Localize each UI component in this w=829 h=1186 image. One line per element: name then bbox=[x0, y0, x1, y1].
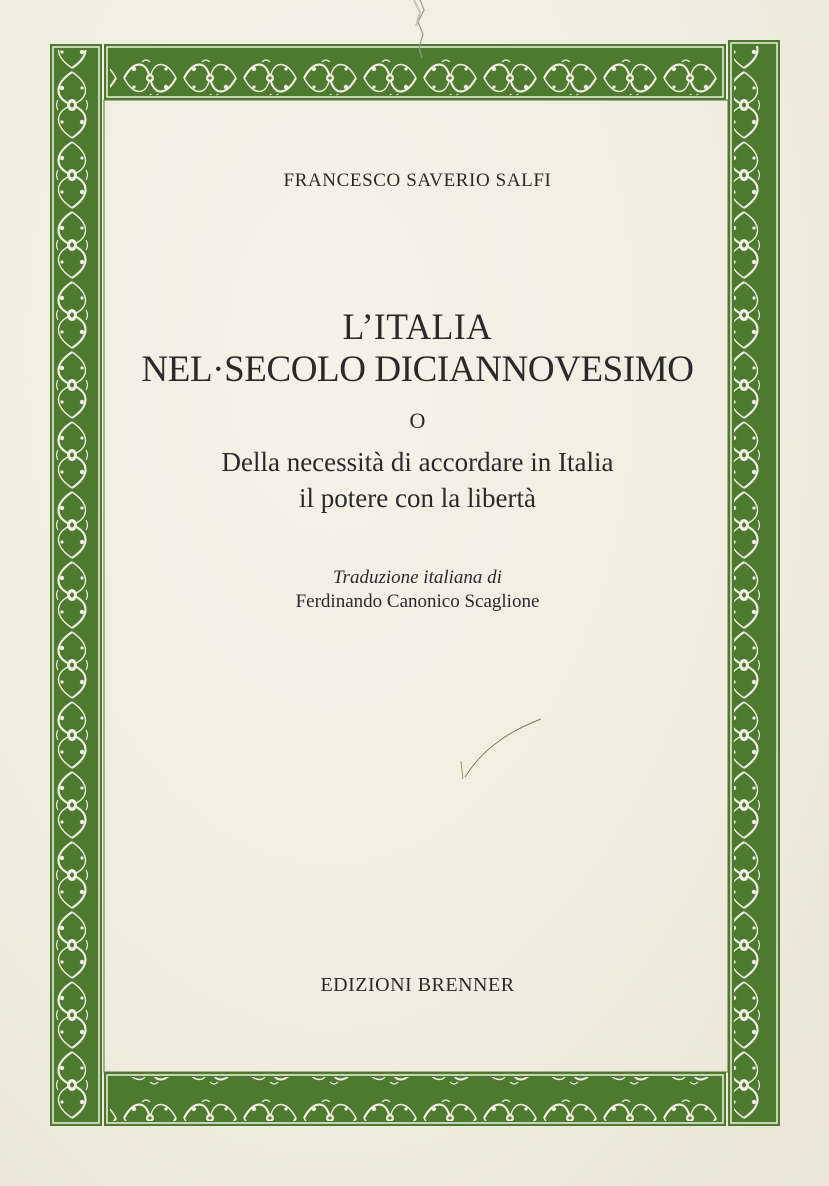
subtitle-line-2: il potere con la libertà bbox=[299, 483, 536, 513]
title-line-1: L’ITALIA bbox=[342, 307, 493, 348]
pencil-mark bbox=[455, 715, 550, 785]
translator-name: Ferdinando Canonico Scaglione bbox=[295, 591, 540, 612]
paper-crease bbox=[400, 0, 440, 60]
translation-label: Traduzione italiana di bbox=[333, 567, 502, 588]
title-conjunction: O bbox=[409, 408, 426, 433]
publisher-name: EDIZIONI BRENNER bbox=[320, 974, 515, 996]
author-name: FRANCESCO SAVERIO SALFI bbox=[283, 170, 552, 191]
title-line-2: NEL·SECOLO DICIANNOVESIMO bbox=[141, 349, 694, 390]
subtitle-line-1: Della necessità di accordare in Italia bbox=[221, 447, 614, 477]
